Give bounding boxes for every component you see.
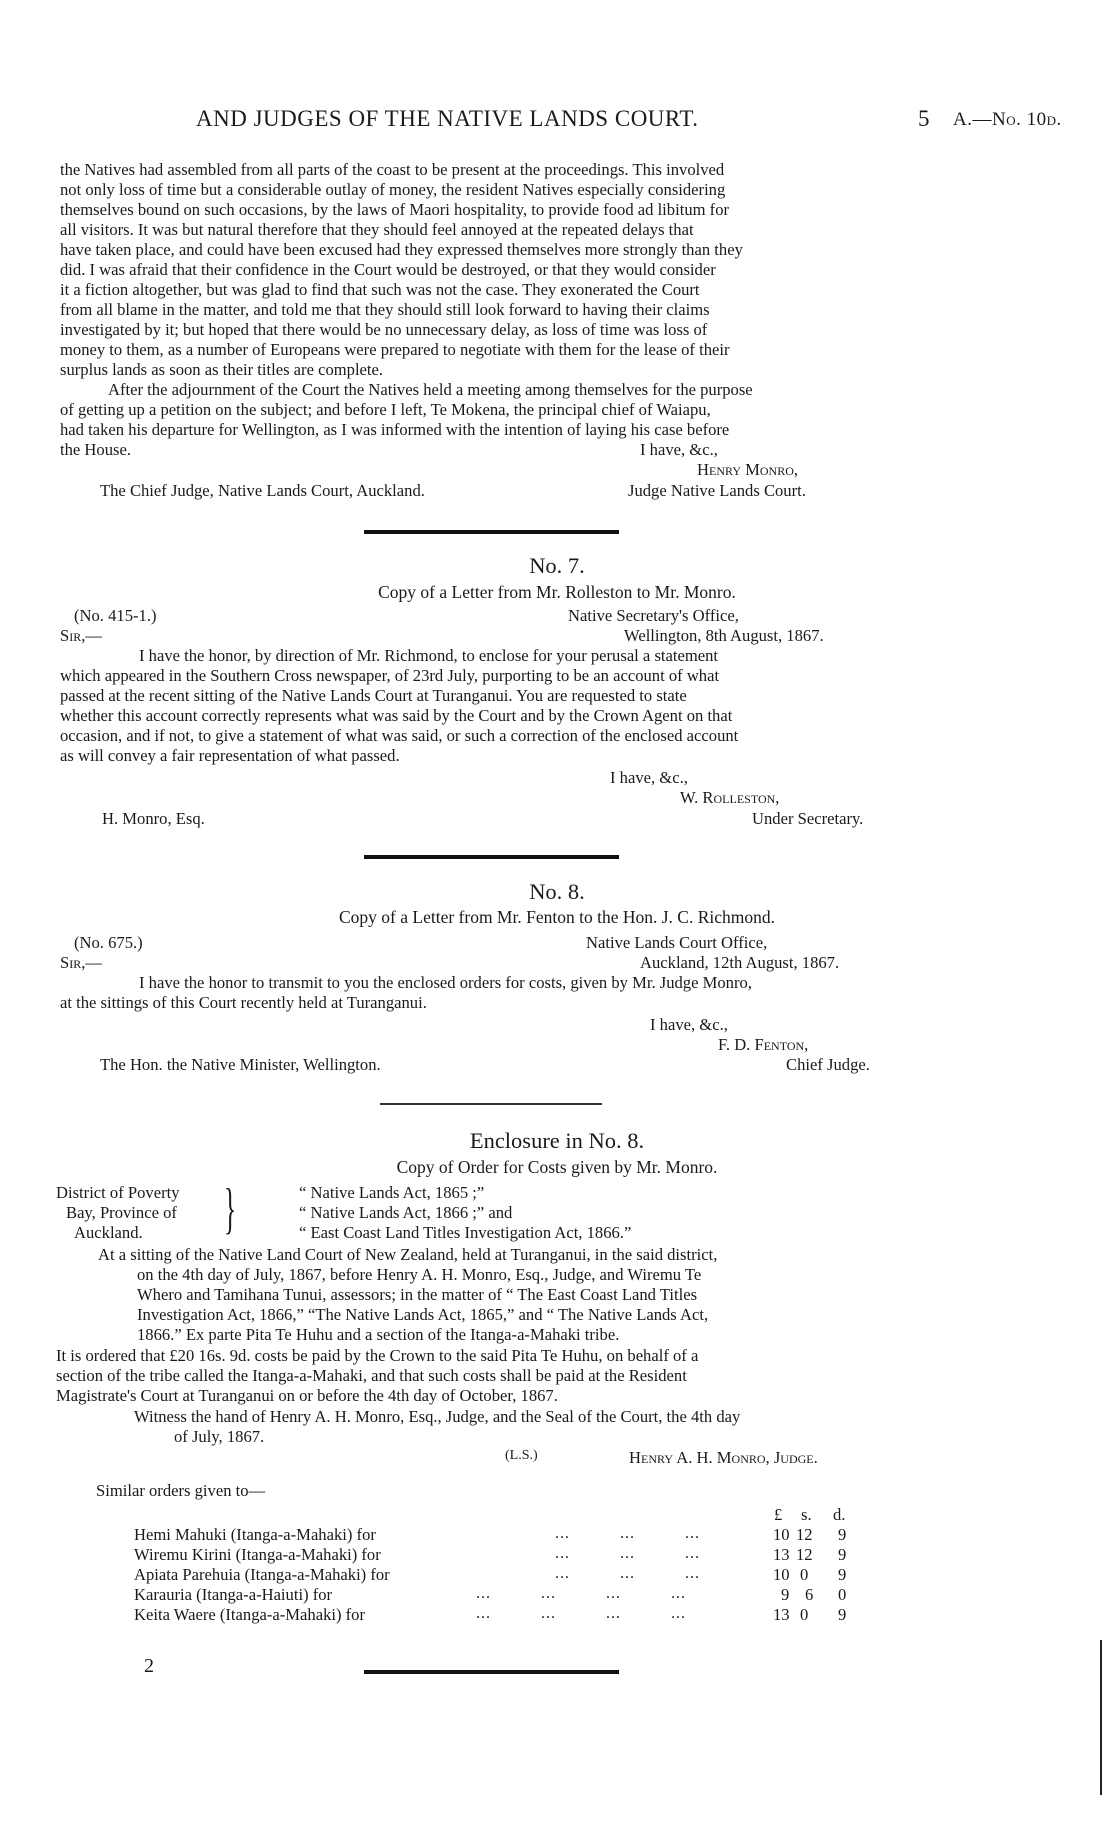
amount-pence: 0 — [838, 1585, 847, 1604]
act-title: “ East Coast Land Titles Investigation Act, 1866.” — [299, 1223, 632, 1242]
sitting-line: At a sitting of the Native Land Court of New Zealand, held at Turanganui, in the said district, — [98, 1245, 718, 1264]
continuation-line: surplus lands as soon as their titles are complete. — [60, 360, 384, 379]
signatory-title: Judge Native Lands Court. — [628, 481, 806, 500]
letter-subheading: Copy of a Letter from Mr. Fenton to the Hon. J. C. Richmond. — [339, 907, 775, 927]
leader-dots: ... ... ... — [555, 1565, 700, 1582]
similar-orders-label: Similar orders given to— — [96, 1481, 266, 1500]
continuation-line: it a fiction altogether, but was glad to find that such was not the case. They exonerated the Court — [60, 280, 700, 299]
amount-shillings: 0 — [800, 1605, 809, 1624]
closing-phrase: I have, &c., — [610, 768, 688, 787]
leader-dots: ... ... ... — [555, 1545, 700, 1562]
continuation-line: from all blame in the matter, and told me that they should still look forward to having their claims — [60, 300, 710, 319]
closing-phrase: I have, &c., — [640, 440, 718, 459]
amount-pence: 9 — [838, 1565, 847, 1584]
letter-line: I have the honor to transmit to you the enclosed orders for costs, given by Mr. Judge Monro, — [139, 973, 752, 992]
closing-phrase: I have, &c., — [650, 1015, 728, 1034]
amount-pence: 9 — [838, 1605, 847, 1624]
continuation-line: have taken place, and could have been excused had they expressed themselves more strongly than they — [60, 240, 743, 259]
district-line: Auckland. — [74, 1223, 143, 1242]
section-divider — [380, 1103, 602, 1105]
leader-dots: ... ... ... ... — [476, 1605, 686, 1622]
signature: Henry Monro, — [697, 460, 799, 479]
amount-pounds: 10 — [773, 1525, 790, 1544]
leader-dots: ... ... ... — [555, 1525, 700, 1542]
amount-shillings: 12 — [796, 1545, 813, 1564]
order-recipient: Keita Waere (Itanga-a-Mahaki) for — [134, 1605, 365, 1624]
letter-reference: (No. 415-1.) — [74, 606, 157, 625]
salutation: Sir,— — [60, 953, 102, 972]
sitting-line: 1866.” Ex parte Pita Te Huhu and a section of the Itanga-a-Mahaki tribe. — [137, 1325, 620, 1344]
letter-line: as will convey a fair representation of what passed. — [60, 746, 400, 765]
letter-line: whether this account correctly represents what was said by the Court and by the Crown Agent on that — [60, 706, 733, 725]
currency-header-shillings: s. — [801, 1505, 812, 1524]
letter-date: Auckland, 12th August, 1867. — [640, 953, 840, 972]
sitting-line: Whero and Tamihana Tunui, assessors; in the matter of “ The East Coast Land Titles — [137, 1285, 698, 1304]
enclosure-subheading: Copy of Order for Costs given by Mr. Monro. — [396, 1157, 718, 1177]
act-title: “ Native Lands Act, 1866 ;” and — [299, 1203, 513, 1222]
letter-line: which appeared in the Southern Cross newspaper, of 23rd July, purporting to be an account of what — [60, 666, 720, 685]
sitting-line: on the 4th day of July, 1867, before Henry A. H. Monro, Esq., Judge, and Wiremu Te — [137, 1265, 702, 1284]
continuation-line: not only loss of time but a considerable outlay of money, the resident Natives especially considering — [60, 180, 726, 199]
amount-shillings: 6 — [805, 1585, 814, 1604]
continuation-line: After the adjournment of the Court the Natives held a meeting among themselves for the purpose — [108, 380, 753, 399]
seal-mark: (L.S.) — [505, 1448, 538, 1463]
leader-dots: ... ... ... ... — [476, 1585, 686, 1602]
continuation-line: the Natives had assembled from all parts of the coast to be present at the proceedings. This involved — [60, 160, 725, 179]
amount-pence: 9 — [838, 1545, 847, 1564]
district-line: Bay, Province of — [66, 1203, 177, 1222]
letter-subheading: Copy of a Letter from Mr. Rolleston to Mr. Monro. — [378, 582, 736, 602]
letter-line: at the sittings of this Court recently held at Turanganui. — [60, 993, 427, 1012]
judge-signature: Henry A. H. Monro, Judge. — [629, 1448, 818, 1467]
witness-line: of July, 1867. — [174, 1427, 265, 1446]
order-recipient: Wiremu Kirini (Itanga-a-Mahaki) for — [134, 1545, 381, 1564]
signatory-title: Under Secretary. — [752, 809, 864, 828]
letter-line: I have the honor, by direction of Mr. Richmond, to enclose for your perusal a statement — [139, 646, 719, 665]
continuation-line: all visitors. It was but natural therefore that they should feel annoyed at the repeated delays that — [60, 220, 694, 239]
letter-reference: (No. 675.) — [74, 933, 143, 952]
continuation-line: had taken his departure for Wellington, as I was informed with the intention of laying his case before — [60, 420, 730, 439]
addressee: H. Monro, Esq. — [102, 809, 205, 828]
salutation: Sir,— — [60, 626, 102, 645]
amount-pounds: 13 — [773, 1605, 790, 1624]
end-divider — [364, 1670, 619, 1674]
amount-shillings: 0 — [800, 1565, 809, 1584]
signatory-title: Chief Judge. — [786, 1055, 870, 1074]
amount-pence: 9 — [838, 1525, 847, 1544]
letter-date: Wellington, 8th August, 1867. — [624, 626, 824, 645]
section-divider — [364, 530, 619, 534]
continuation-line: money to them, as a number of Europeans were prepared to negotiate with them for the lease of their — [60, 340, 730, 359]
scan-edge-line — [1100, 1640, 1102, 1795]
district-line: District of Poverty — [56, 1183, 180, 1202]
enclosure-heading: Enclosure in No. 8. — [469, 1128, 645, 1153]
continuation-line: of getting up a petition on the subject; and before I left, Te Mokena, the principal chief of Waiapu, — [60, 400, 711, 419]
amount-pounds: 9 — [781, 1585, 790, 1604]
order-line: It is ordered that £20 16s. 9d. costs be paid by the Crown to the said Pita Te Huhu, on behalf of a — [56, 1346, 699, 1365]
brace-icon: } — [224, 1178, 237, 1240]
printer-signature-mark: 2 — [144, 1655, 154, 1677]
page-number: 5 — [918, 106, 930, 131]
office-name: Native Secretary's Office, — [568, 606, 739, 625]
document-reference: A.—No. 10d. — [953, 109, 1062, 130]
act-title: “ Native Lands Act, 1865 ;” — [299, 1183, 485, 1202]
addressee: The Chief Judge, Native Lands Court, Auckland. — [100, 481, 425, 500]
amount-shillings: 12 — [796, 1525, 813, 1544]
running-header-title: AND JUDGES OF THE NATIVE LANDS COURT. — [196, 106, 699, 131]
letter-heading: No. 7. — [529, 553, 585, 578]
currency-header-pence: d. — [833, 1505, 846, 1524]
signature: F. D. Fenton, — [718, 1035, 809, 1054]
order-line: Magistrate's Court at Turanganui on or before the 4th day of October, 1867. — [56, 1386, 558, 1405]
continuation-line: themselves bound on such occasions, by the laws of Maori hospitality, to provide food ad libitum for — [60, 200, 730, 219]
order-recipient: Hemi Mahuki (Itanga-a-Mahaki) for — [134, 1525, 376, 1544]
addressee: The Hon. the Native Minister, Wellington. — [100, 1055, 381, 1074]
continuation-line: investigated by it; but hoped that there would be no unnecessary delay, as loss of time was loss of — [60, 320, 708, 339]
letter-heading: No. 8. — [529, 879, 585, 904]
order-recipient: Apiata Parehuia (Itanga-a-Mahaki) for — [134, 1565, 390, 1584]
continuation-line: did. I was afraid that their confidence in the Court would be destroyed, or that they would consider — [60, 260, 716, 279]
continuation-line: the House. — [60, 440, 131, 459]
witness-line: Witness the hand of Henry A. H. Monro, Esq., Judge, and the Seal of the Court, the 4th day — [134, 1407, 741, 1426]
amount-pounds: 10 — [773, 1565, 790, 1584]
office-name: Native Lands Court Office, — [586, 933, 768, 952]
section-divider — [364, 855, 619, 859]
order-line: section of the tribe called the Itanga-a-Mahaki, and that such costs shall be paid at the Resident — [56, 1366, 687, 1385]
signature: W. Rolleston, — [680, 788, 780, 807]
currency-header-pounds: £ — [774, 1505, 783, 1524]
letter-line: passed at the recent sitting of the Native Lands Court at Turanganui. You are requested to state — [60, 686, 687, 705]
sitting-line: Investigation Act, 1866,” “The Native Lands Act, 1865,” and “ The Native Lands Act, — [137, 1305, 709, 1324]
letter-line: occasion, and if not, to give a statement of what was said, or such a correction of the enclosed account — [60, 726, 739, 745]
order-recipient: Karauria (Itanga-a-Haiuti) for — [134, 1585, 333, 1604]
amount-pounds: 13 — [773, 1545, 790, 1564]
